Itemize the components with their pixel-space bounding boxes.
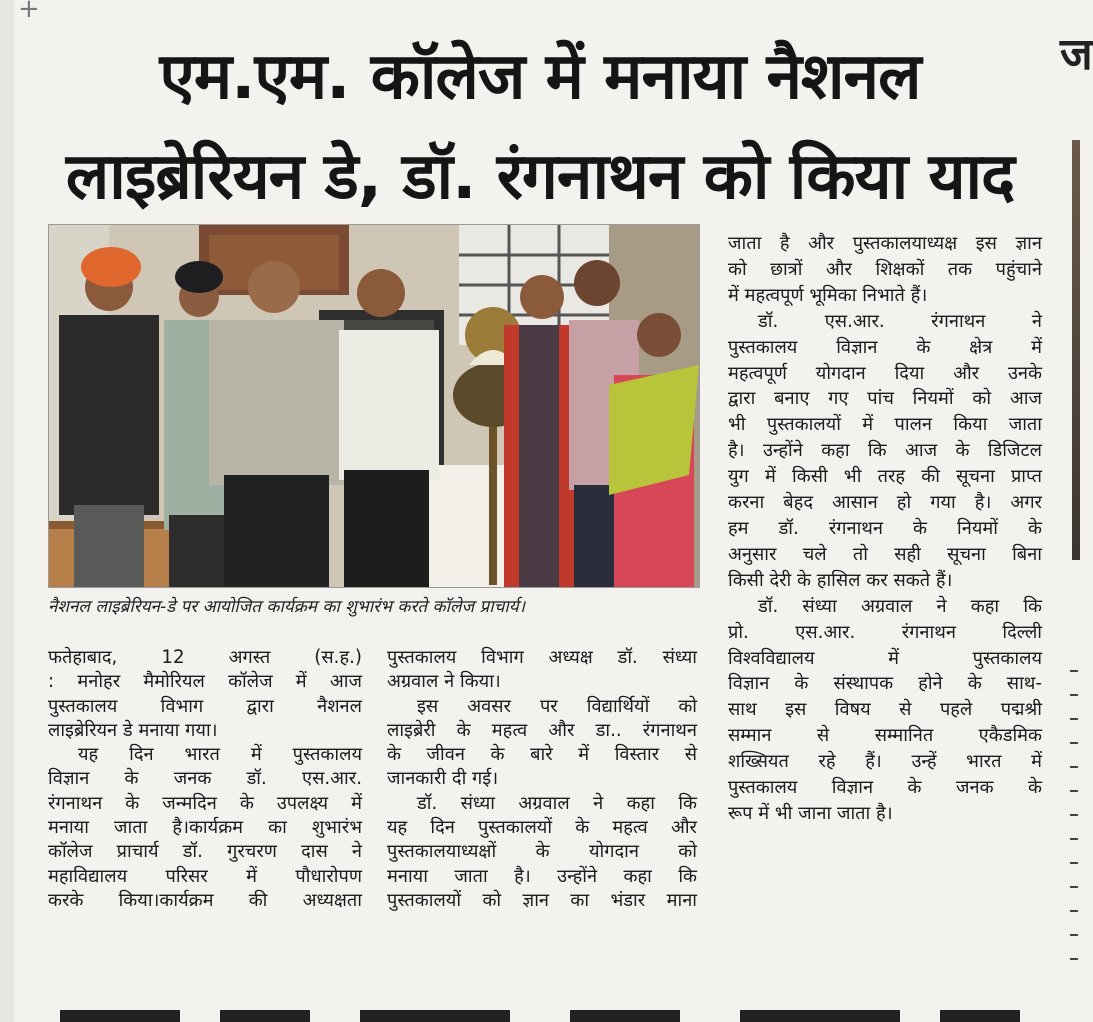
text-line: रूप में भी जाना जाता है। — [728, 802, 893, 824]
text-line: महत्वपूर्ण योगदान दिया और उनके — [728, 362, 1042, 384]
text-line: सम्मान से सम्मानित एकैडमिक — [728, 725, 1042, 747]
headline-line-1: एम.एम. कॉलेज में मनाया नैशनल — [159, 40, 921, 114]
text-line: पुस्तकालय विज्ञान के जनक के — [728, 777, 1042, 799]
text-line: युग में किसी भी तरह की सूचना प्राप्त — [728, 466, 1042, 488]
text-line: डॉ. संध्या अग्रवाल ने कहा कि — [758, 595, 1042, 617]
adjacent-article-fragment: ज — [1060, 29, 1093, 80]
text-line: विश्वविद्यालय में पुस्तकालय — [728, 647, 1042, 669]
crosshair-icon: + — [18, 0, 40, 24]
news-photo — [48, 224, 700, 588]
text-line: यह दिन भारत में पुस्तकालय — [78, 744, 362, 766]
text-line: डॉ. संध्या अग्रवाल ने कहा कि — [417, 792, 697, 814]
text-line: किसी देरी के हासिल कर सकते हैं। — [728, 569, 953, 591]
article-column-2 — [387, 646, 697, 913]
text-line: फतेहाबाद, 12 अगस्त (स.ह.) — [48, 647, 362, 668]
text-line: के जीवन के बारे में विस्तार से — [387, 744, 697, 766]
text-line: प्रो. एस.आर. रंगनाथन दिल्ली — [728, 621, 1042, 643]
text-line: लाइब्रेरियन डे मनाया गया। — [48, 719, 218, 741]
next-headline-fragment — [40, 1008, 1040, 1022]
adjacent-photo-fragment — [1072, 140, 1080, 560]
text-line: रंगनाथन के जन्मदिन के उपलक्ष्य में — [48, 792, 362, 814]
text-line: पुस्तकालय विभाग अध्यक्ष डॉ. संध्या — [387, 647, 697, 668]
text-line: जानकारी दी गई। — [387, 768, 499, 790]
text-line: भी पुस्तकालयों में पालन किया जाता — [728, 414, 1042, 436]
text-line: कॉलेज प्राचार्य डॉ. गुरचरण दास ने — [48, 841, 362, 863]
text-line: पुस्तकालय विभाग द्वारा नैशनल — [48, 695, 362, 717]
headline-line-2: लाइब्रेरियन डे, डॉ. रंगनाथन को किया याद — [65, 140, 1015, 214]
text-line: डॉ. एस.आर. रंगनाथन ने — [758, 310, 1042, 332]
article-column-1 — [48, 646, 362, 913]
text-line: है। उन्होंने कहा कि आज के डिजिटल — [728, 440, 1042, 462]
text-line: शख्सियत रहे हैं। उन्हें भारत में — [728, 751, 1042, 773]
text-line: अग्रवाल ने किया। — [387, 671, 501, 693]
photo-caption: नैशनल लाइब्रेरियन-डे पर आयोजित कार्यक्रम का शुभारंभ करते कॉलेज प्राचार्य। — [48, 597, 526, 617]
text-line: करके किया।कार्यक्रम की अध्यक्षता — [48, 889, 362, 911]
text-line: पुस्तकालयाध्यक्षों के योगदान को — [387, 841, 697, 863]
text-line: जाता है और पुस्तकालयाध्यक्ष इस ज्ञान — [728, 233, 1042, 254]
text-line: साथ इस विषय से पहले पद्मश्री — [728, 699, 1042, 721]
text-line: करना बेहद आसान हो गया है। अगर — [728, 492, 1042, 514]
page-edge — [0, 0, 14, 1022]
text-line: लाइब्रेरी के महत्व और डा.. रंगनाथन — [387, 719, 697, 741]
adjacent-text-fragment — [1066, 648, 1080, 1008]
text-line: को छात्रों और शिक्षकों तक पहुंचाने — [728, 258, 1042, 280]
text-line: हम डॉ. रंगनाथन के नियमों के — [728, 517, 1042, 539]
text-line: मनाया जाता है। उन्होंने कहा कि — [387, 865, 697, 887]
text-line: इस अवसर पर विद्यार्थियों को — [417, 695, 697, 717]
text-line: में महत्वपूर्ण भूमिका निभाते हैं। — [728, 284, 928, 306]
text-line: विज्ञान के जनक डॉ. एस.आर. — [48, 768, 362, 790]
article-column-3 — [728, 231, 1042, 827]
text-line: यह दिन पुस्तकालयों के महत्व और — [387, 817, 697, 839]
text-line: पुस्तकालयों को ज्ञान का भंडार माना — [387, 889, 697, 911]
text-line: : मनोहर मैमोरियल कॉलेज में आज — [48, 671, 362, 693]
text-line: अनुसार चले तो सही सूचना बिना — [728, 543, 1042, 565]
text-line: महाविद्यालय परिसर में पौधारोपण — [48, 865, 362, 887]
text-line: मनाया जाता है।कार्यक्रम का शुभारंभ — [48, 817, 362, 839]
group-photo-illustration — [49, 225, 699, 587]
text-line: द्वारा बनाए गए पांच नियमों को आज — [728, 388, 1042, 410]
text-line: पुस्तकालय विज्ञान के क्षेत्र में — [728, 336, 1042, 358]
text-line: विज्ञान के संस्थापक होने के साथ- — [728, 673, 1042, 695]
